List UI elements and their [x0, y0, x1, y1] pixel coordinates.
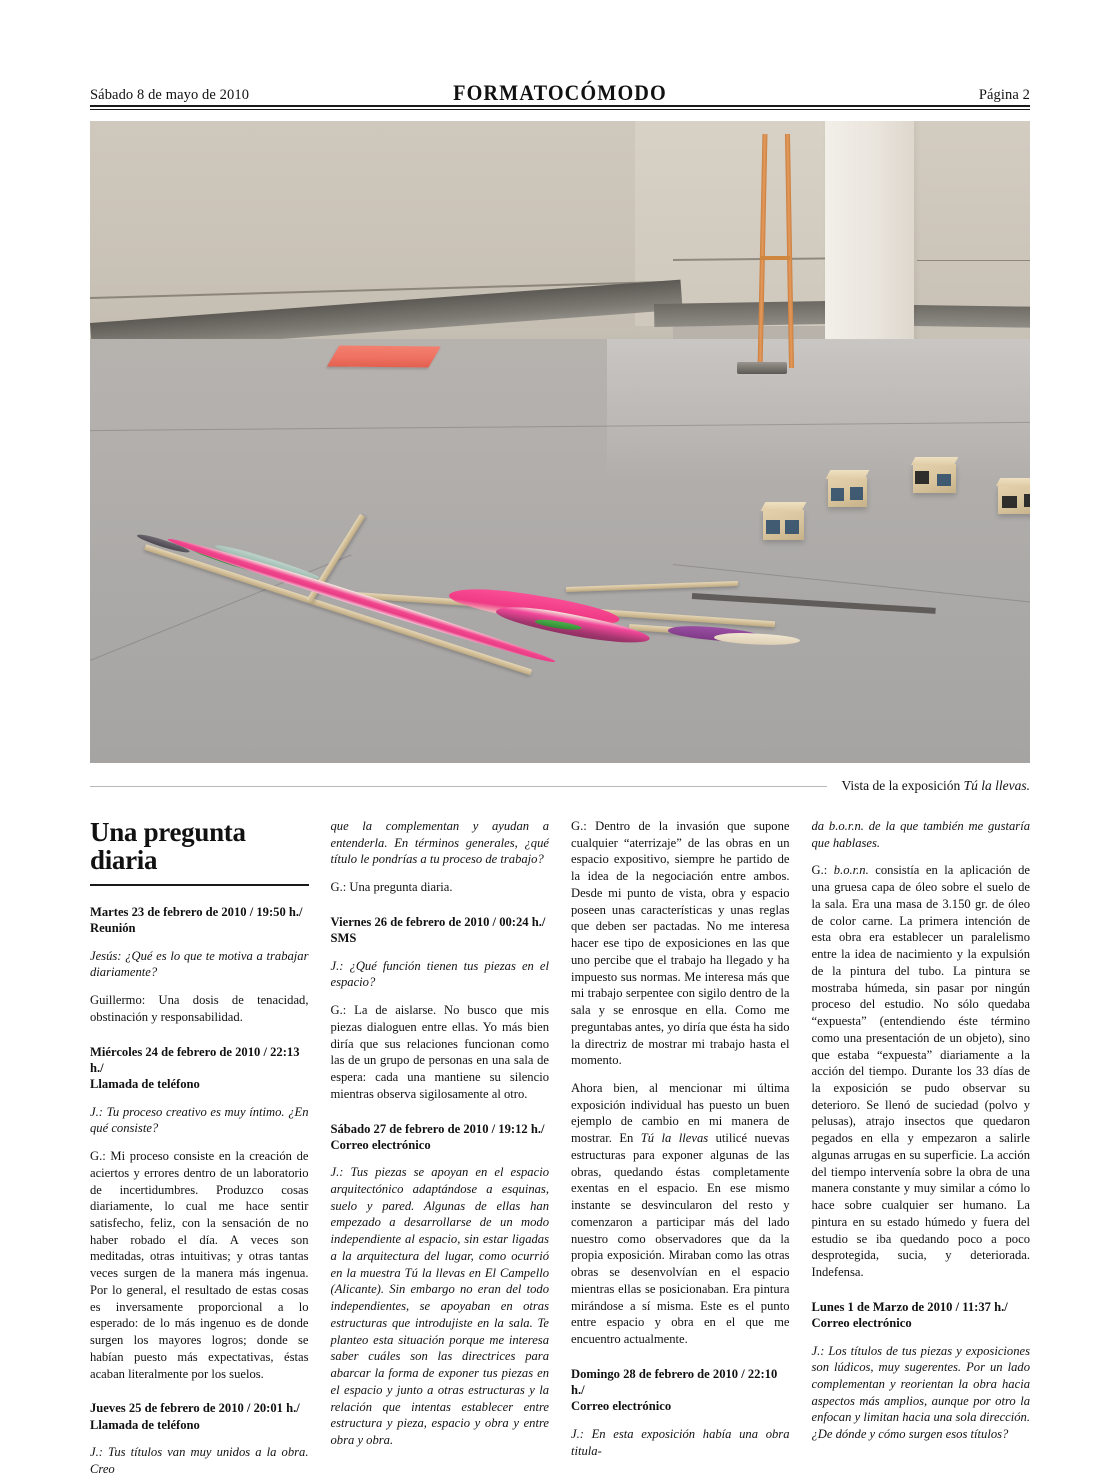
- photo-figure: [90, 121, 1030, 796]
- entry-question: J.: Los títulos de tus piezas y exposiciones son lúdicos, muy sugerentes. Por un lado complementan y reorientan la obra hacia aspectos más amplios, aunque por otro la enfocan y limitan hacia una sola dirección. ¿De dónde y cómo surgen esos títulos?: [811, 1343, 1030, 1442]
- salmon-floor-panel: [327, 345, 440, 366]
- continued-question: que la complementan y ayudan a entenderla. En términos generales, ¿qué título le pondrías a tu proceso de trabajo?: [330, 819, 549, 867]
- wood-slat: [144, 545, 532, 676]
- caption-prefix: Vista de la exposición: [841, 778, 964, 793]
- entry-heading: Viernes 26 de febrero de 2010 / 00:24 h./ SMS: [330, 914, 546, 946]
- entry-question: J.: ¿Qué función tienen tus piezas en el espacio?: [330, 958, 549, 990]
- column-2: [331, 818, 550, 1478]
- entry-answer: G.: La de aislarse. No busco que mis piezas dialoguen entre ellas. Yo más bien diría que sus relaciones funcionan como las de un grupo de personas en una sala de espera: cada una mantiene su silencio mientras observa sigilosamente al otro.: [330, 1003, 549, 1101]
- caption-rule: [90, 786, 827, 787]
- cube-dark-face: [1002, 496, 1017, 508]
- exhibition-title-inline: Tú la llevas: [640, 1131, 709, 1146]
- article-columns: [90, 817, 1030, 1476]
- exhibition-photo: [90, 121, 1030, 763]
- answer-text-post: utilicé nuevas estructuras para exponer algunas de las obras, quedando éstas completamente exentas en el espacio. En ese mismo instante se desvincularon del resto y comenzaron a participar más del lado nuestro como observadores que da la propia exposición. Miraban como las otras obras se desenvolvían en el espacio mientras ellas se posicionaban. Era pintura mirándose a sí misma. Este es el punto entre espacio y obra en el que me encuentro actualmente.: [571, 1131, 790, 1347]
- masthead: [90, 0, 1030, 110]
- cube-dark-face: [1024, 494, 1030, 506]
- publication-title: FORMATOCÓMODO: [453, 80, 667, 105]
- wooden-cube: [998, 486, 1030, 514]
- ladder-rung: [760, 256, 790, 260]
- cube-top-face: [910, 457, 958, 465]
- cube-blue-face: [850, 487, 863, 500]
- wooden-cube: [913, 464, 956, 492]
- caption-exhibition-title: Tú la llevas.: [963, 778, 1030, 793]
- entry-heading: Domingo 28 de febrero de 2010 / 22:10 h./ Correo electrónico: [571, 1366, 778, 1414]
- photo-caption-row: [90, 776, 1030, 796]
- continued-answer: G.: Una pregunta diaria.: [330, 880, 453, 895]
- entry-heading: Miércoles 24 de febrero de 2010 / 22:13 h./ Llamada de teléfono: [90, 1044, 300, 1092]
- column-3: [571, 818, 790, 1478]
- continued-answer: [812, 862, 1031, 1280]
- entry-heading: Martes 23 de febrero de 2010 / 19:50 h./ Reunión: [90, 904, 303, 936]
- paint-skin: [714, 632, 800, 646]
- cube-top-face: [761, 502, 807, 511]
- baseboard-right: [912, 305, 1030, 328]
- entry-question: J.: Tus piezas se apoyan en el espacio arquitectónico adaptándose a esquinas, suelo y pared. Algunas de ellas han empezado a desarrollarse de un modo independiente al espacio, sin estar ligadas a la arquitectura del lugar, como ocurrió en la muestra Tú la llevas en El Campello (Alicante). Sin embargo no eran del todo independientes, se apoyaban en otras estructuras que introdujiste en la sala. Te planteo esta situación porque me interesa saber cuáles son las directrices para abarcar la forma de exponer tus piezas en el espacio y junto a otras estructuras y la relación que intentas establecer entre estructura y pieza, espacio y obra y entre obra y obra.: [330, 1165, 549, 1447]
- entry-answer: Guillermo: Una dosis de tenacidad, obstinación y responsabilidad.: [90, 993, 309, 1024]
- entry-question: J.: Tus títulos van muy unidos a la obra. Creo: [90, 1445, 309, 1476]
- cube-top-face: [826, 470, 870, 479]
- cube-top-face: [996, 478, 1030, 486]
- masthead-divider: [90, 105, 1030, 110]
- entry-heading: Lunes 1 de Marzo de 2010 / 11:37 h./ Correo electrónico: [811, 1299, 1008, 1331]
- foreground-sculpture: [137, 519, 917, 660]
- entry-question: Jesús: ¿Qué es lo que te motiva a trabajar diariamente?: [90, 948, 309, 980]
- entry-answer: G.: Mi proceso consiste en la creación de aciertos y errores dentro de un laboratorio de incertidumbres. Produzco cosas diariamente, lo cual me hace sentir satisfecho, feliz, con la sensación de no haber robado el día. A veces son meditadas, otras intuitivas; y otras tantas veces surgen de la manera más ingenua. Por lo general, el resultado de estas cosas es inversamente proporcional a lo esperado: de lo más ingenuo es de donde surgen los mayores logros; donde se habían puesto más expectativas, éstas acaban literalmente por los suelos.: [90, 1149, 309, 1381]
- page-number: Página 2: [978, 86, 1030, 103]
- entry-question: J.: Tu proceso creativo es muy íntimo. ¿En qué consiste?: [90, 1104, 309, 1136]
- answer-text-pre: Ahora bien, al mencionar mi última exposición individual has puesto un buen ejemplo de cambio en mi manera de mostrar. En: [571, 1081, 790, 1146]
- baseboard-middle: [654, 301, 842, 327]
- continued-answer: G.: Dentro de la invasión que supone cualquier “aterrizaje” de las obras en un espacio expositivo, siempre he partido de la idea de la negociación entre ambos. Desde mi punto de vista, obra y espacio poseen unas características y unas reglas que deben ser pactadas. No me interesa hacer ese tipo de exposiciones en las que uno percibe que el trabajo ha llegado y ha impuesto sus normas. Me interesa más que mi trabajo serpentee con sigilo dentro de la sala y se enrosque en ella. Como me preguntabas antes, yo diría que ésta ha sido la directriz de mostrar mi trabajo hasta el momento.: [571, 819, 790, 1068]
- entry-heading: Sábado 27 de febrero de 2010 / 19:12 h./ Correo electrónico: [330, 1121, 545, 1152]
- page-title: Una pregunta diaria: [90, 817, 246, 876]
- answer-text: consistía en la aplicación de una gruesa capa de óleo sobre el suelo de la sala. Era una masa de 3.150 gr. de óleo de color carne. La primera intención de esta obra era establecer un paralelismo entre la idea de nacimiento y la expulsión de la pintura del tubo. La pintura se mostraba húmeda, sin pasar por ningún proceso del estudio. No sólo quedaba “expuesta” (entendiendo éste término como una presentación de un objeto), sino que estaba “expuesta” diariamente a la acción del tiempo. Durante los 33 días de la exposición se pudo observar su deterioro. Se llenó de suciedad (polvo y pelusas), atrajo insectos que quedaron pegados en ella y empezaron a salirle algunas arrugas en su superficie. La acción del tiempo intervenía sobre la obra de una manera constante y muy similar a cómo lo hace sobre cualquier ser humano. La pintura en su estado húmedo y fuera del estudio se iba quedando poco a poco desprotegida, sucia, y deteriorada. Indefensa.: [811, 863, 1030, 1280]
- cube-blue-face: [831, 488, 844, 501]
- floor-reflection: [607, 339, 1030, 480]
- cube-blue-face: [937, 474, 951, 486]
- headline-rule: [90, 884, 309, 886]
- cube-dark-face: [915, 471, 929, 485]
- issue-date: Sábado 8 de mayo de 2010: [90, 86, 250, 103]
- photo-caption: [841, 778, 1030, 794]
- column-4: [812, 818, 1031, 1478]
- answer-speaker: G.:: [811, 863, 834, 878]
- column-1: [90, 818, 309, 1478]
- wooden-cube: [828, 477, 867, 507]
- wall-seam-line: [917, 260, 1030, 262]
- work-title-inline: b.o.r.n.: [833, 863, 869, 878]
- answer-paragraph-2: [571, 1080, 790, 1348]
- entry-heading: Jueves 25 de febrero de 2010 / 20:01 h./ Llamada de teléfono: [90, 1401, 300, 1432]
- wood-slat: [566, 581, 738, 592]
- continued-question: da b.o.r.n. de la que también me gustaría que hablases.: [811, 819, 1030, 850]
- ladder-foot: [737, 362, 788, 374]
- entry-question: J.: En esta exposición había una obra titula-: [571, 1426, 790, 1458]
